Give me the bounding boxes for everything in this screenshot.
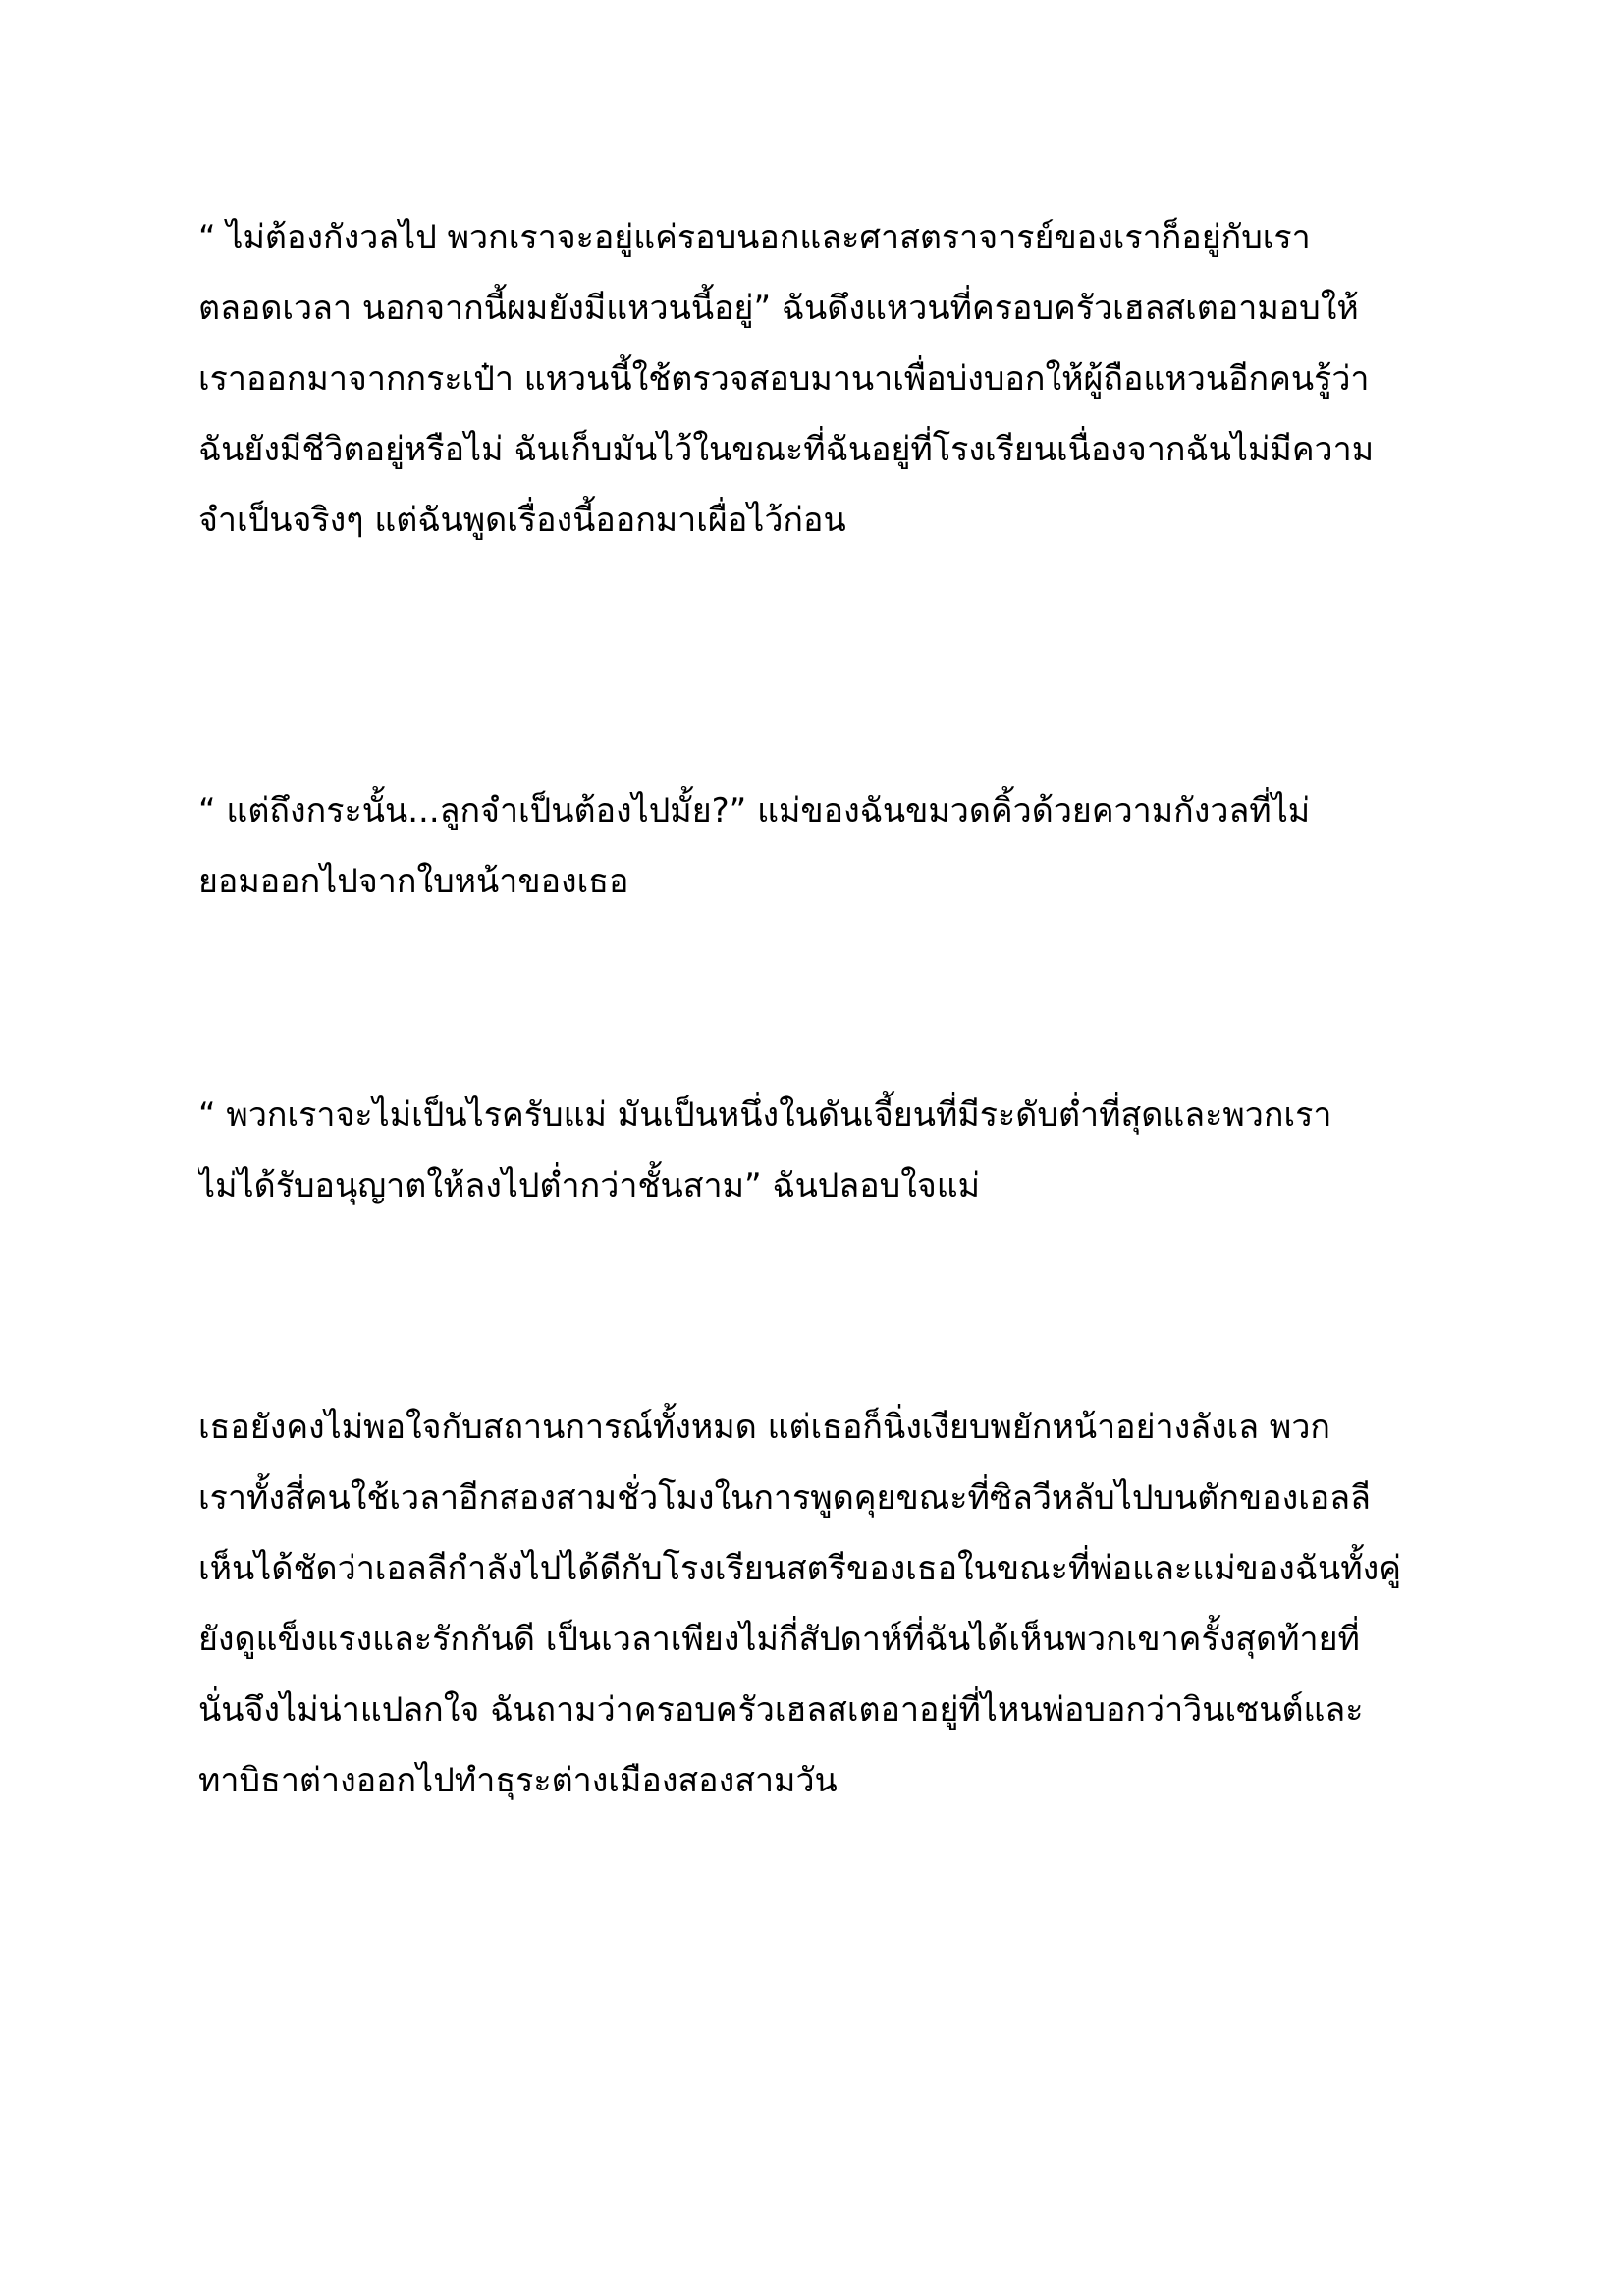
paragraph-1 — [198, 202, 1455, 556]
text-line: ยอมออกไปจากใบหน้าของเธอ — [198, 862, 629, 901]
text-line: เราออกมาจากกระเป๋า แหวนนี้ใช้ตรวจสอบมานาเพื่อบ่งบอกให้ผู้ถือแหวนอีกคนรู้ว่า — [198, 359, 1370, 399]
text-line: “ แต่ถึงกระนั้น...ลูกจำเป็นต้องไปมั้ย?” แม่ของฉันขมวดคิ้วด้วยความกังวลที่ไม่ — [198, 791, 1311, 830]
paragraph-2 — [198, 775, 1455, 917]
text-line: นั่นจึงไม่น่าแปลกใจ ฉันถามว่าครอบครัวเฮลสเตอาอยู่ที่ไหนพ่อบอกว่าวินเซนต์และ — [198, 1690, 1364, 1730]
text-line: เราทั้งสี่คนใช้เวลาอีกสองสามชั่วโมงในการพูดคุยขณะที่ซิลวีหลับไปบนตักของเอลลี — [198, 1478, 1371, 1518]
text-line: เธอยังคงไม่พอใจกับสถานการณ์ทั้งหมด แต่เธอก็นิ่งเงียบพยักหน้าอย่างลังเล พวก — [198, 1408, 1331, 1447]
text-line: จำเป็นจริงๆ แต่ฉันพูดเรื่องนี้ออกมาเผื่อไว้ก่อน — [198, 501, 846, 540]
text-line: ทาบิธาต่างออกไปทำธุระต่างเมืองสองสามวัน — [198, 1761, 838, 1800]
text-line: ตลอดเวลา นอกจากนี้ผมยังมีแหวนนี้อยู่” ฉันดึงแหวนที่ครอบครัวเฮลสเตอามอบให้ — [198, 289, 1359, 328]
paragraph-3 — [198, 1080, 1455, 1221]
paragraph-4 — [198, 1392, 1455, 1816]
text-line: “ ไม่ต้องกังวลไป พวกเราจะอยู่แค่รอบนอกและศาสตราจารย์ของเราก็อยู่กับเรา — [198, 218, 1311, 257]
text-line: “ พวกเราจะไม่เป็นไรครับแม่ มันเป็นหนึ่งในดันเจี้ยนที่มีระดับต่ำที่สุดและพวกเรา — [198, 1095, 1332, 1135]
text-line: เห็นได้ชัดว่าเอลลีกำลังไปได้ดีกับโรงเรียนสตรีของเธอในขณะที่พ่อและแม่ของฉันทั้งคู่ — [198, 1549, 1401, 1588]
text-line: ฉันยังมีชีวิตอยู่หรือไม่ ฉันเก็บมันไว้ในขณะที่ฉันอยู่ที่โรงเรียนเนื่องจากฉันไม่มีความ — [198, 430, 1375, 469]
text-line: ยังดูแข็งแรงและรักกันดี เป็นเวลาเพียงไม่กี่สัปดาห์ที่ฉันได้เห็นพวกเขาครั้งสุดท้ายที่ — [198, 1620, 1360, 1659]
text-line: ไม่ได้รับอนุญาตให้ลงไปต่ำกว่าชั้นสาม” ฉันปลอบใจแม่ — [198, 1166, 981, 1205]
